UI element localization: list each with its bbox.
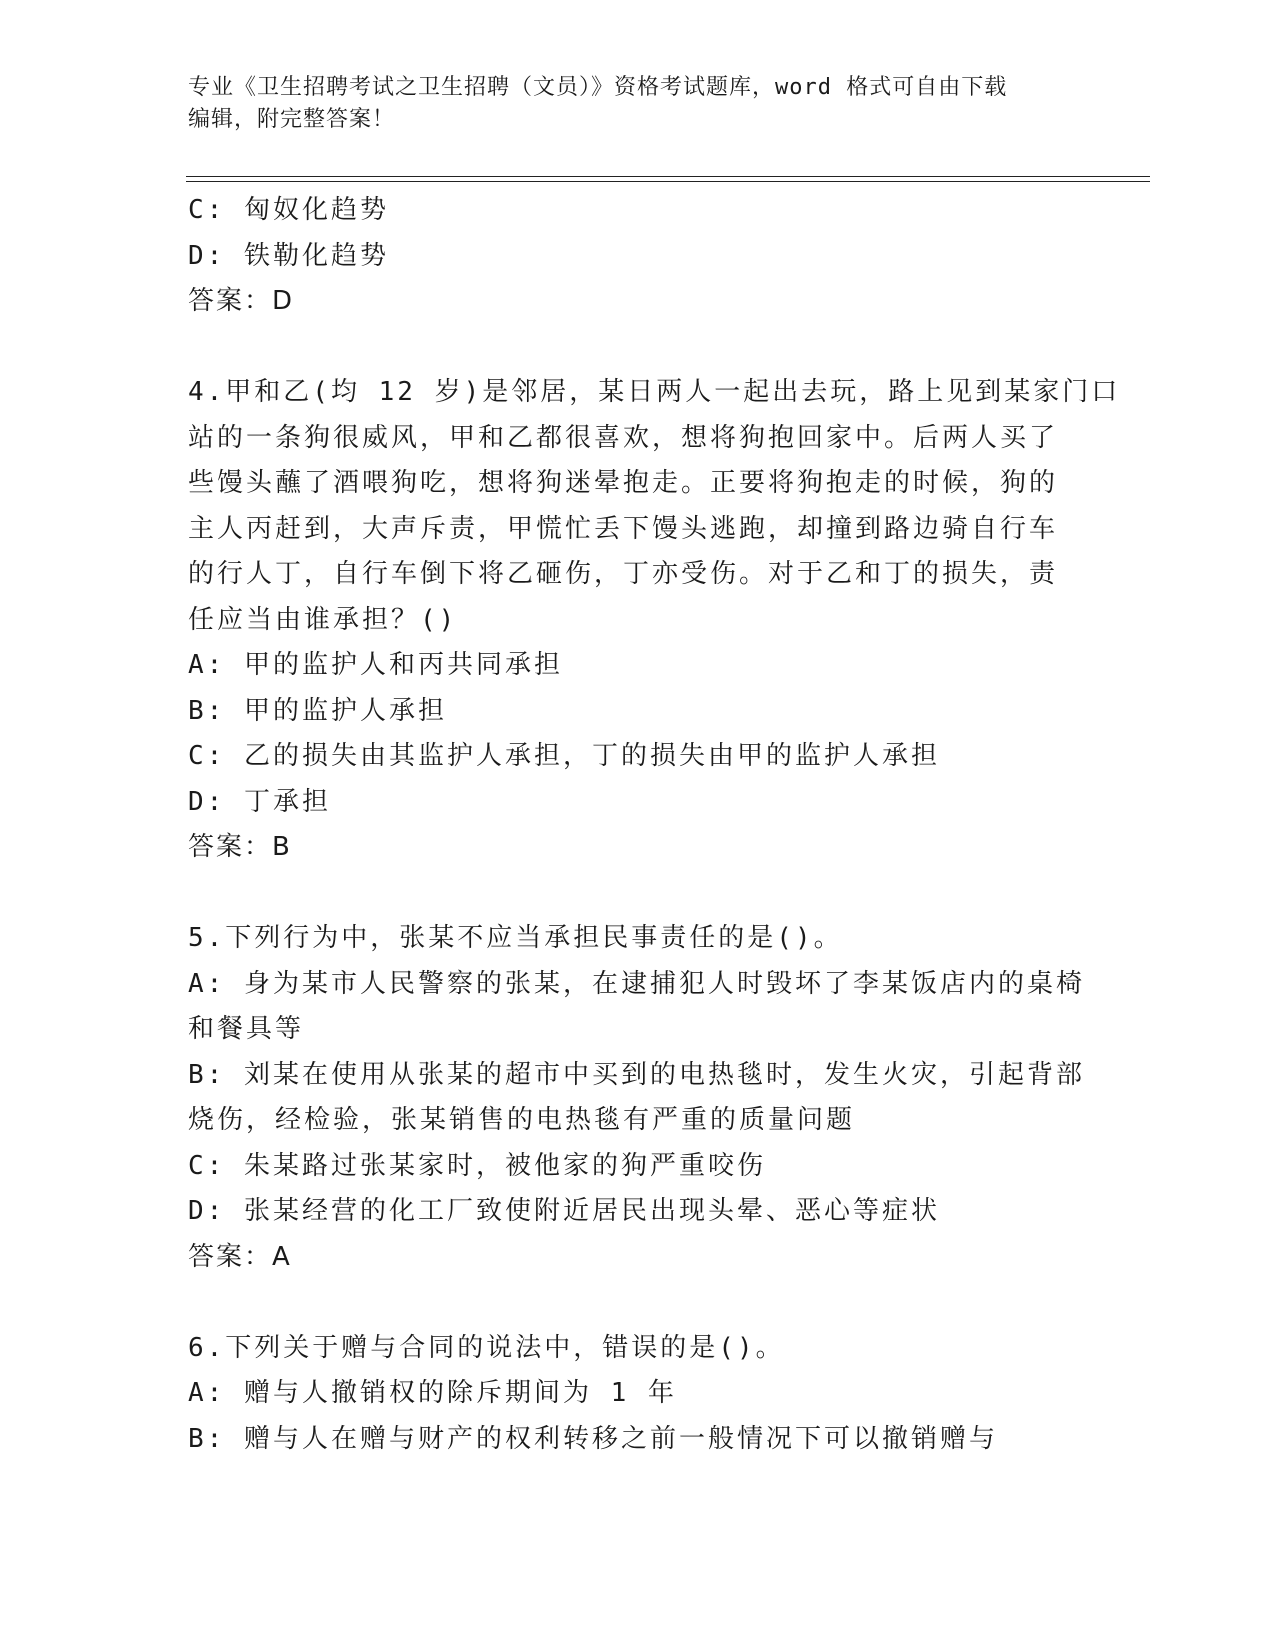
spacer <box>188 325 1088 371</box>
q4-stem-line: 站的一条狗很威风，甲和乙都很喜欢，想将狗抱回家中。后两人买了 <box>188 422 1059 453</box>
page-header <box>188 72 1068 136</box>
q5-option-a-line: 和餐具等 <box>188 1014 305 1044</box>
q4-stem-line: 主人丙赶到，大声斥责，甲慌忙丢下馒头逃跑，却撞到路边骑自行车 <box>188 513 1059 544</box>
q4-option-a: A: 甲的监护人和丙共同承担 <box>188 650 563 680</box>
question-4 <box>188 370 1121 871</box>
q4-option-c: C: 乙的损失由其监护人承担，丁的损失由甲的监护人承担 <box>188 741 940 771</box>
q4-stem-line: 任应当由谁承担？() <box>188 604 458 635</box>
q6-option-a: A: 赠与人撤销权的除斥期间为 1 年 <box>188 1378 677 1408</box>
q6-stem: 6.下列关于赠与合同的说法中，错误的是()。 <box>188 1332 785 1363</box>
q5-answer: 答案：A <box>188 1241 292 1272</box>
q4-answer: 答案：B <box>188 832 292 862</box>
question-6 <box>188 1326 1088 1463</box>
q5-option-d: D: 张某经营的化工厂致使附近居民出现头晕、恶心等症状 <box>188 1196 940 1226</box>
q4-option-d: D: 丁承担 <box>188 786 331 817</box>
q3-answer: 答案：D <box>188 286 295 316</box>
q5-option-b-line: B: 刘某在使用从张某的超市中买到的电热毯时，发生火灾，引起背部 <box>188 1059 1085 1090</box>
q3-option-c: C: 匈奴化趋势 <box>188 195 389 225</box>
q5-option-a-line: A: 身为某市人民警察的张某，在逮捕犯人时毁坏了李某饭店内的桌椅 <box>188 968 1085 999</box>
header-divider-top <box>186 176 1150 177</box>
q5-option-b-line: 烧伤，经检验，张某销售的电热毯有严重的质量问题 <box>188 1105 856 1135</box>
q5-option-c: C: 朱某路过张某家时，被他家的狗严重咬伤 <box>188 1150 766 1181</box>
spacer <box>188 1280 1088 1326</box>
header-title-line-1: 专业《卫生招聘考试之卫生招聘（文员）》资格考试题库，word 格式可自由下载 <box>188 75 1008 100</box>
header-divider-bottom <box>186 181 1150 182</box>
question-5 <box>188 916 1088 1280</box>
spacer <box>188 871 1088 917</box>
question-3 <box>188 188 1088 325</box>
header-title-line-2: 编辑，附完整答案！ <box>188 107 396 132</box>
q5-stem: 5.下列行为中，张某不应当承担民事责任的是()。 <box>188 923 843 953</box>
q4-stem-line: 的行人丁，自行车倒下将乙砸伤，丁亦受伤。对于乙和丁的损失，责 <box>188 559 1059 589</box>
q4-stem-line: 4.甲和乙(均 12 岁)是邻居，某日两人一起出去玩，路上见到某家门口 <box>188 377 1121 407</box>
q4-option-b: B: 甲的监护人承担 <box>188 695 447 726</box>
q3-option-d: D: 铁勒化趋势 <box>188 240 389 271</box>
q4-stem-line: 些馒头蘸了酒喂狗吃，想将狗迷晕抱走。正要将狗抱走的时候，狗的 <box>188 468 1059 498</box>
q6-option-b: B: 赠与人在赠与财产的权利转移之前一般情况下可以撤销赠与 <box>188 1423 998 1454</box>
question-content <box>188 188 1121 1462</box>
